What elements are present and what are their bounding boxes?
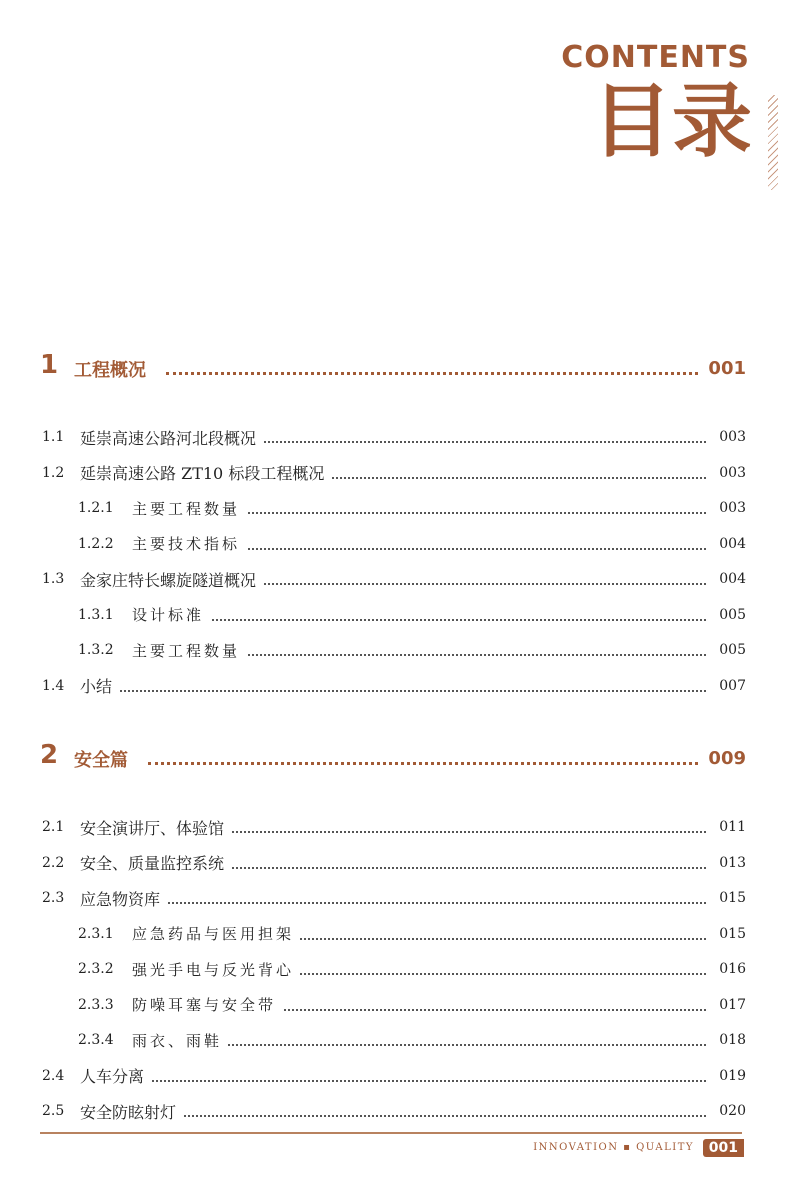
entry-number: 2.3.3 bbox=[78, 996, 114, 1013]
entry-number: 2.3 bbox=[42, 890, 65, 906]
entry-title: 延崇高速公路河北段概况 bbox=[80, 426, 262, 449]
entry-title: 延崇高速公路 ZT10 标段工程概况 bbox=[80, 461, 330, 484]
entry-number: 1.2.2 bbox=[78, 535, 114, 552]
entry-number: 1.1 bbox=[42, 429, 65, 445]
entry-number: 2.5 bbox=[42, 1103, 65, 1119]
entry-page-number: 005 bbox=[719, 606, 746, 623]
chapter-heading[interactable] bbox=[0, 350, 790, 390]
footer-tagline: INNOVATION ▪ QUALITY bbox=[533, 1142, 694, 1153]
entry-number: 2.3.1 bbox=[78, 925, 114, 942]
entry-page-number: 013 bbox=[719, 854, 746, 871]
toc-entry[interactable] bbox=[0, 602, 790, 628]
entry-page-number: 003 bbox=[719, 429, 746, 445]
chapter-number: 2 bbox=[40, 740, 59, 770]
entry-page-number: 003 bbox=[719, 464, 746, 481]
entry-title: 设计标准 bbox=[132, 604, 210, 625]
entry-number: 2.3.2 bbox=[78, 961, 114, 977]
entry-page-number: 004 bbox=[719, 535, 746, 552]
toc-entry[interactable] bbox=[0, 885, 790, 911]
toc-entry[interactable] bbox=[0, 531, 790, 557]
entry-page-number: 004 bbox=[719, 571, 746, 587]
entry-number: 1.3.1 bbox=[78, 606, 114, 623]
toc-entry[interactable] bbox=[0, 566, 790, 592]
entry-title: 金家庄特长螺旋隧道概况 bbox=[80, 568, 262, 591]
entry-page-number: 005 bbox=[719, 642, 746, 658]
entry-number: 1.2.1 bbox=[78, 500, 114, 516]
entry-number: 1.3 bbox=[42, 571, 65, 587]
entry-page-number: 015 bbox=[719, 925, 746, 942]
entry-number: 1.2 bbox=[42, 464, 65, 481]
entry-page-number: 018 bbox=[719, 1032, 746, 1048]
toc-entry[interactable] bbox=[0, 637, 790, 663]
entry-leader-dots bbox=[80, 902, 706, 904]
entry-title: 防噪耳塞与安全带 bbox=[132, 994, 282, 1015]
entry-number: 1.4 bbox=[42, 677, 65, 694]
toc-entry[interactable] bbox=[0, 1027, 790, 1053]
footer-page-badge: 001 bbox=[703, 1139, 744, 1157]
entry-title: 应急物资库 bbox=[80, 887, 166, 910]
toc-entry[interactable] bbox=[0, 814, 790, 840]
chapter-page-number: 001 bbox=[708, 358, 746, 379]
entry-number: 2.3.4 bbox=[78, 1032, 114, 1048]
toc-entry[interactable] bbox=[0, 495, 790, 521]
entry-title: 安全演讲厅、体验馆 bbox=[80, 816, 230, 839]
entry-page-number: 007 bbox=[719, 677, 746, 694]
entry-page-number: 016 bbox=[719, 961, 746, 977]
entry-title: 主要技术指标 bbox=[132, 533, 246, 554]
entry-title: 主要工程数量 bbox=[132, 498, 246, 519]
entry-leader-dots bbox=[80, 690, 706, 692]
chapter-title: 工程概况 bbox=[74, 360, 146, 381]
entry-page-number: 017 bbox=[719, 996, 746, 1013]
toc-entry[interactable] bbox=[0, 992, 790, 1018]
toc-entry[interactable] bbox=[0, 850, 790, 876]
entry-title: 主要工程数量 bbox=[132, 640, 246, 661]
entry-title: 小结 bbox=[80, 674, 118, 697]
chapter-leader-dots bbox=[166, 372, 698, 375]
toc-entry[interactable] bbox=[0, 460, 790, 486]
footer-rule bbox=[40, 1132, 742, 1134]
toc-entry[interactable] bbox=[0, 956, 790, 982]
chapter-number: 1 bbox=[40, 350, 59, 380]
entry-number: 2.2 bbox=[42, 854, 65, 871]
entry-number: 2.4 bbox=[42, 1067, 65, 1084]
entry-leader-dots bbox=[80, 1080, 706, 1082]
entry-page-number: 015 bbox=[719, 890, 746, 906]
entry-title: 强光手电与反光背心 bbox=[132, 959, 300, 980]
decorative-hatch bbox=[768, 95, 778, 190]
page-title: 目录 bbox=[592, 75, 752, 168]
contents-header: CONTENTS bbox=[561, 40, 750, 75]
chapter-heading[interactable] bbox=[0, 740, 790, 780]
entry-title: 人车分离 bbox=[80, 1064, 150, 1087]
chapter-page-number: 009 bbox=[708, 748, 746, 769]
entry-title: 雨衣、雨鞋 bbox=[132, 1030, 228, 1051]
toc-entry[interactable] bbox=[0, 424, 790, 450]
chapter-title: 安全篇 bbox=[74, 750, 128, 771]
entry-number: 2.1 bbox=[42, 819, 65, 835]
entry-number: 1.3.2 bbox=[78, 642, 114, 658]
entry-page-number: 011 bbox=[719, 819, 746, 835]
toc-entry[interactable] bbox=[0, 1098, 790, 1124]
entry-page-number: 019 bbox=[719, 1067, 746, 1084]
entry-leader-dots bbox=[132, 619, 706, 621]
toc-entry[interactable] bbox=[0, 673, 790, 699]
entry-page-number: 003 bbox=[719, 500, 746, 516]
toc-entry[interactable] bbox=[0, 1063, 790, 1089]
entry-page-number: 020 bbox=[719, 1103, 746, 1119]
entry-title: 安全、质量监控系统 bbox=[80, 851, 230, 874]
entry-title: 安全防眩射灯 bbox=[80, 1100, 182, 1123]
toc-entry[interactable] bbox=[0, 921, 790, 947]
chapter-leader-dots bbox=[148, 762, 698, 765]
entry-title: 应急药品与医用担架 bbox=[132, 923, 300, 944]
